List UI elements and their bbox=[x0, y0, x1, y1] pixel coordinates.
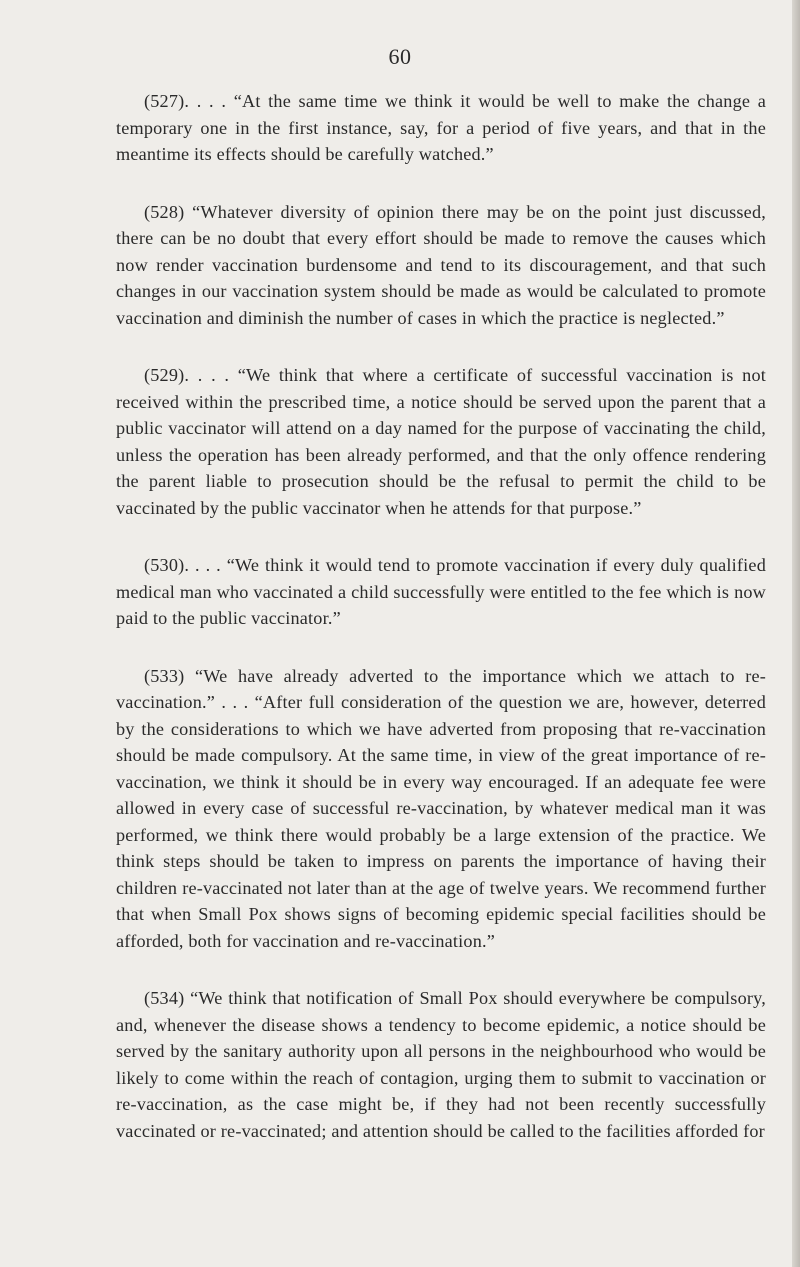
page-body bbox=[116, 88, 766, 1144]
page-edge-shadow bbox=[792, 0, 800, 1267]
paragraph-527: (527). . . . “At the same time we think it would be well to make the change a temporary one in the first instance, say, for a period of five years, and that in the meantime its effects should be carefully watched.” bbox=[116, 91, 766, 164]
paragraph-534: (534) “We think that notification of Small Pox should everywhere be compulsory, and, whenever the disease shows a tendency to become epidemic, a notice should be served by the sanitary authority upon all persons in the neighbourhood who would be likely to come within the reach of contagion, urging them to submit to vaccination or re-vaccination, as the case might be, if they had not been recently successfully vaccinated or re-vaccinated; and attention should be called to the facilities afforded for bbox=[116, 988, 766, 1141]
paragraph-530: (530). . . . “We think it would tend to promote vaccination if every duly qualified medical man who vaccinated a child successfully were entitled to the fee which is now paid to the public vaccinator.” bbox=[116, 555, 766, 628]
paragraph-528: (528) “Whatever diversity of opinion there may be on the point just discussed, there can be no doubt that every effort should be made to remove the causes which now render vaccination burdensome and tend to its discouragement, and that such changes in our vaccination system should be made as would be calculated to promote vaccination and diminish the number of cases in which the practice is neglected.” bbox=[116, 201, 766, 328]
paragraph-529: (529). . . . “We think that where a certificate of successful vaccination is not received within the prescribed time, a notice should be served upon the parent that a public vaccinator will attend on a day named for the purpose of vaccinating the child, unless the operation has been already performed, and that the only offence rendering the parent liable to prosecution should be the refusal to permit the child to be vaccinated by the public vaccinator when he attends for that purpose.” bbox=[116, 365, 766, 518]
page-number: 60 bbox=[388, 44, 412, 69]
paragraph-533: (533) “We have already adverted to the importance which we attach to re-vaccination.” . . . “After full consideration of the question we are, however, deterred by the considerations to which we have adverted from proposing that re-vaccination should be made compulsory. At the same time, in view of the great importance of re-vaccination, we think it should be in every way encouraged. If an adequate fee were allowed in every case of successful re-vaccination, by whatever medical man it was performed, we think there would probably be a large extension of the practice. We think steps should be taken to impress on parents the importance of having their children re-vaccinated not later than at the age of twelve years. We recommend further that when Small Pox shows signs of becoming epidemic special facilities should be afforded, both for vaccination and re-vaccination.” bbox=[116, 665, 766, 951]
